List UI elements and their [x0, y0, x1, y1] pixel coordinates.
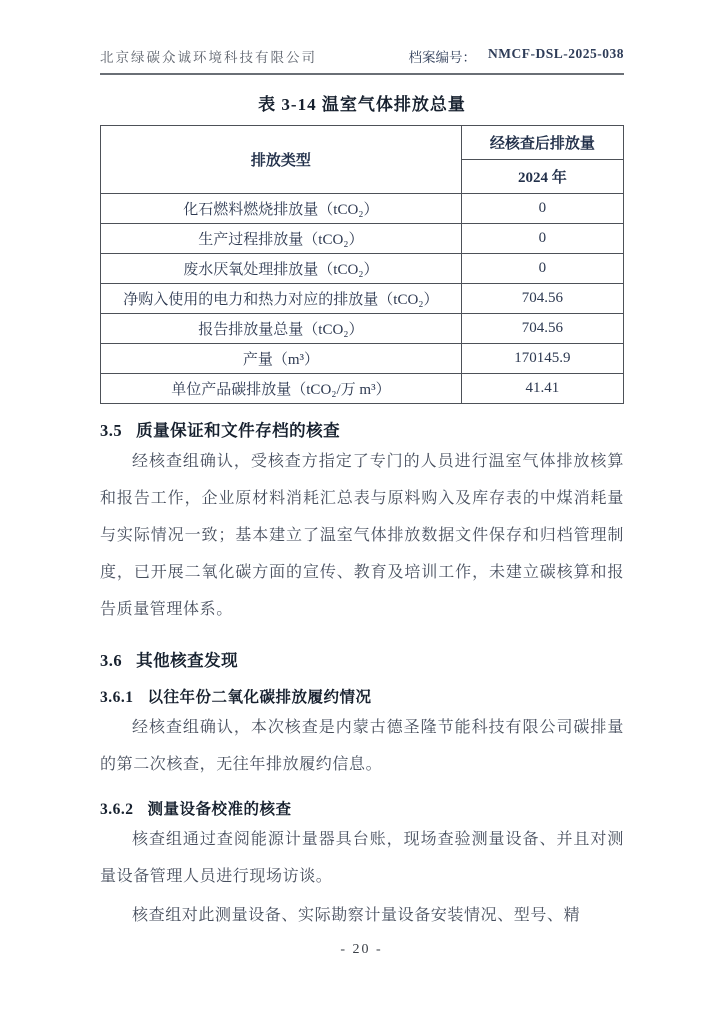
row-value: 704.56: [461, 314, 623, 344]
row-value: 41.41: [461, 374, 623, 404]
row-label: 生产过程排放量（tCO₂）: [101, 224, 462, 254]
table-row: [101, 194, 624, 224]
row-value: 170145.9: [461, 344, 623, 374]
row-value: 0: [461, 254, 623, 284]
table-row: [101, 224, 624, 254]
row-label: 废水厌氧处理排放量（tCO₂）: [101, 254, 462, 284]
page-header: [100, 46, 624, 75]
emissions-table: [100, 125, 624, 404]
page-content: [100, 84, 624, 934]
row-value: 704.56: [461, 284, 623, 314]
row-value: 0: [461, 194, 623, 224]
row-label: 净购入使用的电力和热力对应的排放量（tCO₂）: [101, 284, 462, 314]
row-label: 单位产品碳排放量（tCO₂/万 m³）: [101, 374, 462, 404]
section-number: 3.6: [100, 650, 123, 670]
row-label: 报告排放量总量（tCO₂）: [101, 314, 462, 344]
table-caption: 表 3-14 温室气体排放总量: [258, 95, 466, 114]
table-row: [101, 374, 624, 404]
section-heading-3-5: [100, 417, 624, 441]
section-number: 3.6.1: [100, 688, 134, 706]
section-title: 测量设备校准的核查: [147, 800, 292, 818]
section-heading-3-6-1: [100, 685, 624, 707]
column-header-verified-emissions: 经核查后排放量: [461, 126, 623, 160]
table-header-row: [101, 126, 624, 160]
section-number: 3.6.2: [100, 800, 134, 818]
section-title: 其他核查发现: [136, 650, 239, 670]
table-row: [101, 284, 624, 314]
section-title: 以往年份二氧化碳排放履约情况: [147, 688, 372, 706]
row-value: 0: [461, 224, 623, 254]
page-number: - 20 -: [340, 942, 383, 957]
paragraph: 经核查组确认，受核查方指定了专门的人员进行温室气体排放核算和报告工作，企业原材料消耗汇总表与原料购入及库存表的中煤消耗量与实际情况一致；基本建立了温室气体排放数据文件保存和归档管理制度，已开展二氧化碳方面的宣传、教育及培训工作，未建立碳核算和报告质量管理体系。: [100, 453, 624, 619]
row-label: 产量（m³）: [101, 344, 462, 374]
paragraph: 经核查组确认，本次核查是内蒙古德圣隆节能科技有限公司碳排量的第二次核查，无往年排放履约信息。: [100, 718, 624, 773]
section-title: 质量保证和文件存档的核查: [136, 421, 341, 440]
section-heading-3-6-2: [100, 797, 624, 819]
table-row: [101, 344, 624, 374]
file-number-value: NMCF-DSL-2025-038: [488, 46, 624, 61]
section-number: 3.5: [100, 421, 123, 440]
company-name: 北京绿碳众诚环境科技有限公司: [100, 50, 317, 65]
table-row: [101, 254, 624, 284]
paragraph: 核查组对此测量设备、实际勘察计量设备安装情况、型号、精: [132, 906, 581, 924]
row-label: 化石燃料燃烧排放量（tCO₂）: [101, 194, 462, 224]
column-header-emission-type: 排放类型: [101, 126, 462, 194]
file-number-label: 档案编号：: [408, 50, 476, 65]
column-header-year: 2024 年: [461, 160, 623, 194]
table-row: [101, 314, 624, 344]
paragraph: 核查组通过查阅能源计量器具台账，现场查验测量设备、并且对测量设备管理人员进行现场访谈。: [100, 830, 624, 885]
file-number: [409, 46, 625, 66]
section-heading-3-6: [100, 647, 624, 671]
